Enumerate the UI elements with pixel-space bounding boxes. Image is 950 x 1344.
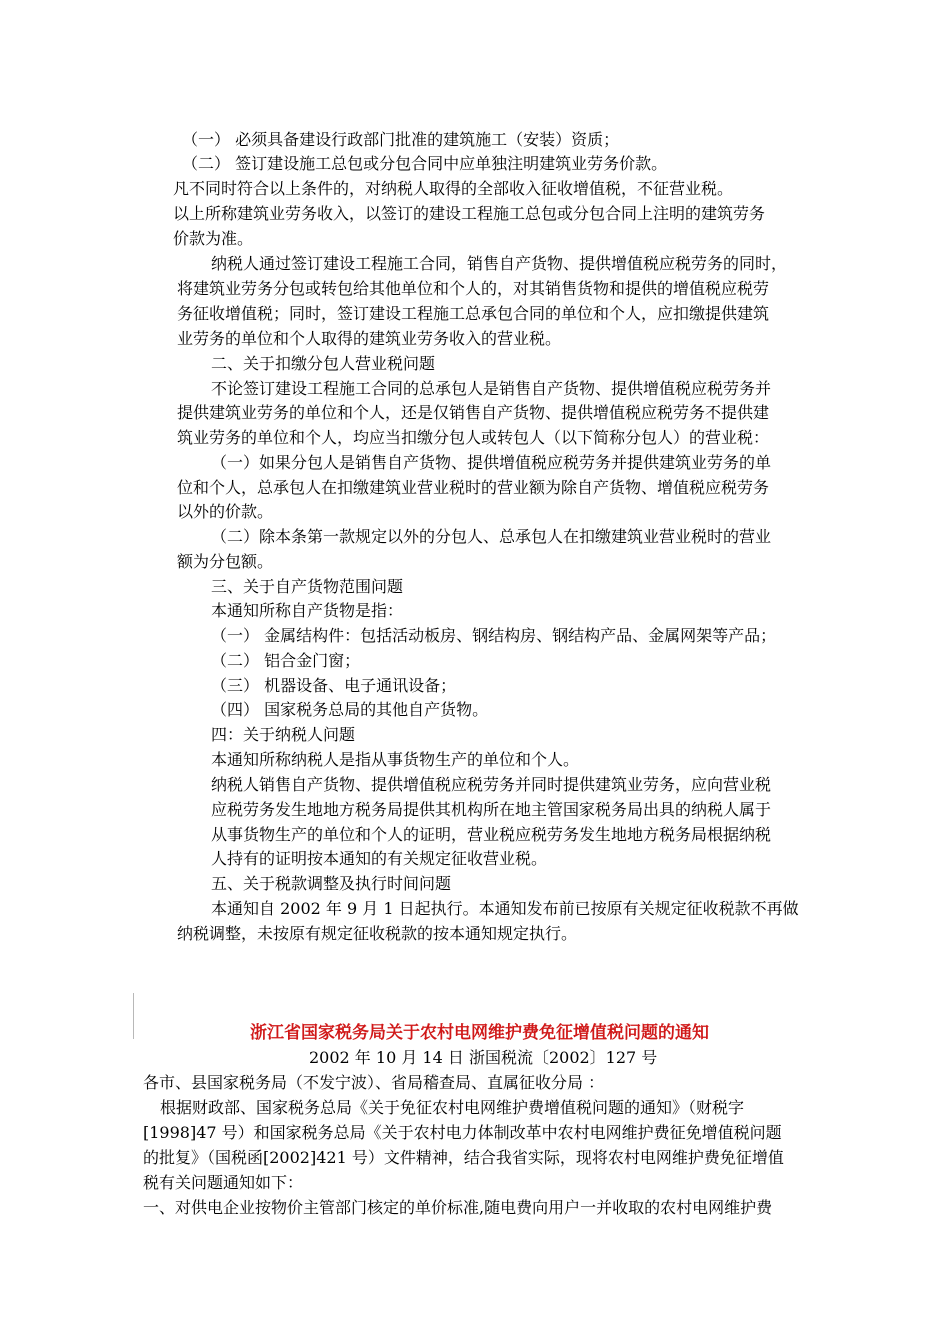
- list-item: （四） 国家税务总局的其他自产货物。: [211, 700, 489, 719]
- paragraph-line: （二）除本条第一款规定以外的分包人、总承包人在扣缴建筑业营业税时的营业: [211, 527, 772, 546]
- paragraph-line: 价款为准。: [173, 229, 254, 248]
- paragraph-line: 本通知自 2002 年 9 月 1 日起执行。本通知发布前已按原有关规定征收税款不再做: [211, 899, 799, 918]
- list-item: （二） 铝合金门窗；: [211, 651, 361, 670]
- section-heading: 二、关于扣缴分包人营业税问题: [211, 354, 436, 373]
- list-item: （一） 金属结构件：包括活动板房、钢结构房、钢结构产品、金属网架等产品；: [211, 626, 777, 645]
- addressee-line: 各市、县国家税务局（不发宁波）、省局稽查局、直属征收分局 ：: [143, 1073, 605, 1092]
- section-heading: 五、关于税款调整及执行时间问题: [211, 874, 452, 893]
- paragraph-line: 凡不同时符合以上条件的，对纳税人取得的全部收入征收增值税，不征营业税。: [173, 179, 734, 198]
- paragraph-line: 提供建筑业劳务的单位和个人，还是仅销售自产货物、提供增值税应税劳务不提供建: [177, 403, 770, 422]
- section-heading: 四：关于纳税人问题: [211, 725, 356, 744]
- paragraph-line: 不论签订建设工程施工合同的总承包人是销售自产货物、提供增值税应税劳务并: [211, 379, 772, 398]
- paragraph-line: 本通知所称自产货物是指：: [211, 601, 404, 620]
- paragraph-line: 本通知所称纳税人是指从事货物生产的单位和个人。: [211, 750, 580, 769]
- paragraph-line: （二） 签订建设施工总包或分包合同中应单独注明建筑业劳务价款。: [182, 154, 668, 173]
- paragraph-line: （一）如果分包人是销售自产货物、提供增值税应税劳务并提供建筑业劳务的单: [211, 453, 772, 472]
- paragraph-line: 从事货物生产的单位和个人的证明，营业税应税劳务发生地地方税务局根据纳税: [211, 825, 772, 844]
- paragraph-line: （一） 必须具备建设行政部门批准的建筑施工（安装）资质；: [182, 130, 620, 149]
- paragraph-line: 业劳务的单位和个人取得的建筑业劳务收入的营业税。: [177, 329, 562, 348]
- paragraph-line: 纳税人通过签订建设工程施工合同，销售自产货物、提供增值税应税劳务的同时，: [211, 254, 788, 273]
- section-heading: 三、关于自产货物范围问题: [211, 577, 404, 596]
- paragraph-line: 的批复》（国税函[2002]421 号）文件精神，结合我省实际，现将农村电网维护费免征增值: [143, 1148, 784, 1167]
- paragraph-line: 筑业劳务的单位和个人，均应当扣缴分包人或转包人（以下简称分包人）的营业税：: [177, 428, 770, 447]
- list-item: （三） 机器设备、电子通讯设备；: [211, 676, 457, 695]
- paragraph-line: 纳税人销售自产货物、提供增值税应税劳务并同时提供建筑业劳务，应向营业税: [211, 775, 772, 794]
- notice-date-line: 2002 年 10 月 14 日 浙国税流〔2002〕127 号: [309, 1048, 658, 1067]
- paragraph-line: 税有关问题通知如下：: [143, 1173, 304, 1192]
- paragraph-line: 将建筑业劳务分包或转包给其他单位和个人的，对其销售货物和提供的增值税应税劳: [177, 279, 770, 298]
- margin-divider: [133, 993, 134, 1039]
- paragraph-line: 务征收增值税；同时，签订建设工程施工总承包合同的单位和个人，应扣缴提供建筑: [177, 304, 770, 323]
- paragraph-line: 位和个人，总承包人在扣缴建筑业营业税时的营业额为除自产货物、增值税应税劳务: [177, 478, 770, 497]
- paragraph-line: 纳税调整，未按原有规定征收税款的按本通知规定执行。: [177, 924, 578, 943]
- paragraph-line: [1998]47 号）和国家税务总局《关于农村电力体制改革中农村电网维护费征免增值税问题: [143, 1123, 782, 1142]
- paragraph-line: 人持有的证明按本通知的有关规定征收营业税。: [211, 849, 548, 868]
- paragraph-line: 一、对供电企业按物价主管部门核定的单价标准,随电费向用户一并收取的农村电网维护费: [143, 1198, 773, 1217]
- notice-title: 浙江省国家税务局关于农村电网维护费免征增值税问题的通知: [250, 1023, 709, 1043]
- paragraph-line: 应税劳务发生地地方税务局提供其机构所在地主管国家税务局出具的纳税人属于: [211, 800, 772, 819]
- paragraph-line: 以上所称建筑业劳务收入，以签订的建设工程施工总包或分包合同上注明的建筑劳务: [173, 204, 766, 223]
- paragraph-line: 根据财政部、国家税务总局《关于免征农村电网维护费增值税问题的通知》（财税字: [160, 1098, 745, 1117]
- paragraph-line: 额为分包额。: [177, 552, 274, 571]
- paragraph-line: 以外的价款。: [177, 502, 274, 521]
